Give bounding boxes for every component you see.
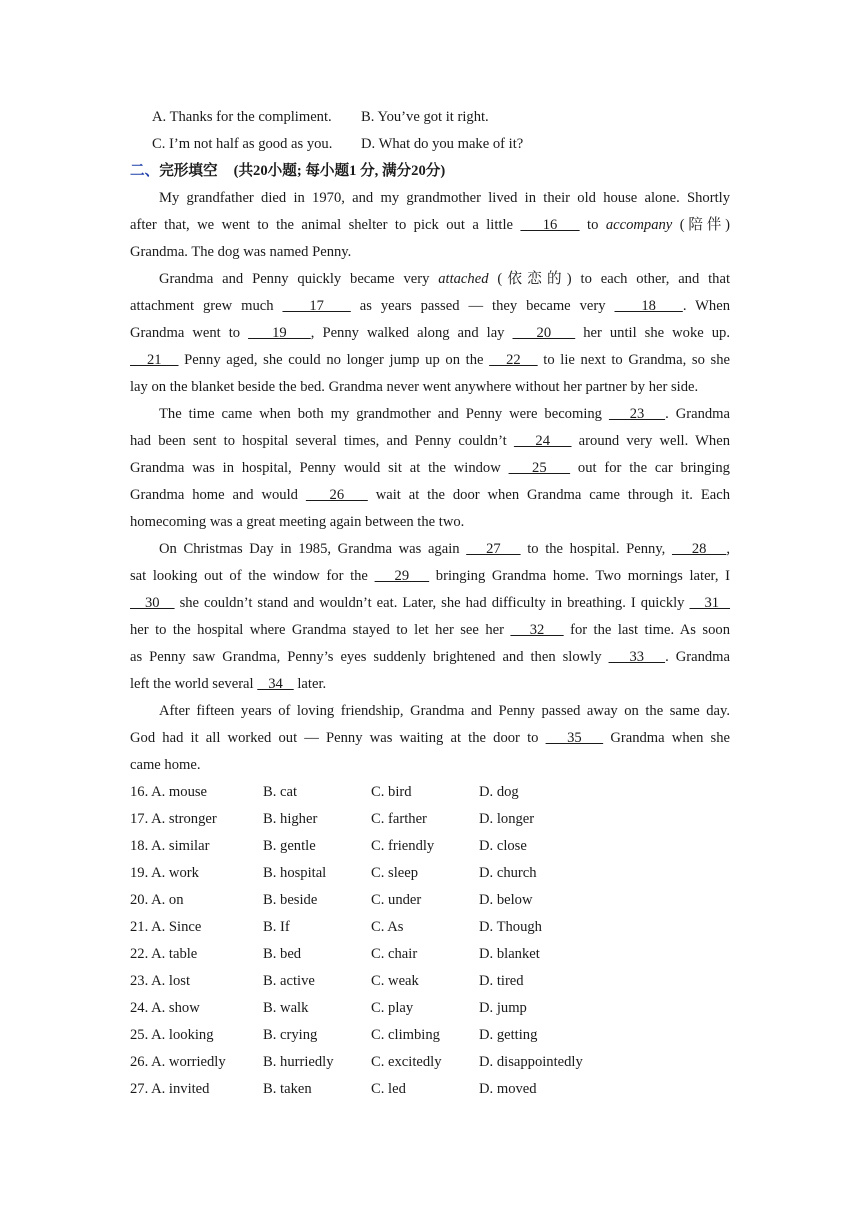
blank-33: 33 xyxy=(608,649,666,665)
previous-options-row xyxy=(130,131,730,158)
passage-line xyxy=(130,536,730,563)
answer-row xyxy=(130,1022,730,1049)
answer-choice-b: B. hurriedly xyxy=(263,1054,334,1070)
blank-28: 28 xyxy=(671,541,727,557)
answer-row xyxy=(130,995,730,1022)
passage-text: had been sent to hospital several times, and Penny couldn’t xyxy=(130,433,514,449)
passage-text: . Grandma xyxy=(665,649,730,665)
passage-text: On Christmas Day in 1985, Grandma was again xyxy=(159,541,467,557)
answer-choice-d: D. dog xyxy=(479,784,519,800)
answer-choice-a: 17. A. stronger xyxy=(130,811,217,827)
answer-choice-a: 16. A. mouse xyxy=(130,784,208,800)
section-number: 二、 xyxy=(130,163,160,179)
passage-paragraph xyxy=(130,266,730,401)
section-title: 完形填空 xyxy=(159,163,218,179)
blank-21: 21 xyxy=(130,352,179,368)
answer-choice-b: B. If xyxy=(263,919,290,935)
exam-page xyxy=(130,104,730,1103)
passage-text: Grandma and Penny quickly became very xyxy=(159,271,439,287)
blank-24: 24 xyxy=(513,433,572,449)
passage-text: (依恋的) to each other, and that xyxy=(488,271,730,287)
passage-text: The time came when both my grandmother and Penny were becoming xyxy=(159,406,609,422)
passage-text: Penny aged, she could no longer jump up on the xyxy=(178,352,490,368)
blank-20: 20 xyxy=(512,325,576,341)
passage-text: her to the hospital where Grandma stayed to let her see her xyxy=(130,622,511,638)
answer-choice-d: D. below xyxy=(479,892,533,908)
answer-choice-a: 25. A. looking xyxy=(130,1027,214,1043)
passage-line xyxy=(130,671,730,698)
section-heading xyxy=(130,158,730,185)
answer-choice-a: 22. A. table xyxy=(130,946,198,962)
passage-line xyxy=(130,455,730,482)
answer-choice-b: B. cat xyxy=(263,784,298,800)
answer-row xyxy=(130,887,730,914)
answer-choice-b: B. active xyxy=(263,973,315,989)
blank-35: 35 xyxy=(545,730,604,746)
answer-choice-c: C. bird xyxy=(371,784,412,800)
blank-31: 31 xyxy=(689,595,731,611)
passage-text: After fifteen years of loving friendship, Grandma and Penny passed away on the same day. xyxy=(159,703,730,719)
answer-choice-d: D. disappointedly xyxy=(479,1054,583,1070)
passage-text: left the world several xyxy=(130,676,258,692)
passage-text: , xyxy=(726,541,731,557)
passage-text: Grandma when she xyxy=(603,730,731,746)
blank-30: 30 xyxy=(130,595,175,611)
passage-text: Grandma. The dog was named Penny. xyxy=(130,244,352,260)
blank-16: 16 xyxy=(520,217,580,233)
answer-row xyxy=(130,968,730,995)
blank-23: 23 xyxy=(608,406,666,422)
passage-text: bringing Grandma home. Two mornings later, I xyxy=(429,568,731,584)
passage-text: (陪伴) xyxy=(672,217,730,233)
option-b: B. You’ve got it right. xyxy=(361,109,489,125)
blank-34: 34 xyxy=(257,676,294,692)
passage-line xyxy=(130,698,730,725)
answer-choice-d: D. Though xyxy=(479,919,542,935)
passage-line xyxy=(130,617,730,644)
glossed-word: attached xyxy=(438,271,489,287)
passage-text: My grandfather died in 1970, and my grandmother lived in their old house alone. Shortly xyxy=(159,190,730,206)
passage-paragraph xyxy=(130,698,730,779)
previous-options-row xyxy=(130,104,730,131)
option-d: D. What do you make of it? xyxy=(361,136,524,152)
passage-text: to lie next to Grandma, so she xyxy=(537,352,731,368)
passage-text: later. xyxy=(293,676,327,692)
blank-29: 29 xyxy=(374,568,430,584)
answer-options xyxy=(130,779,730,1103)
answer-choice-c: C. friendly xyxy=(371,838,435,854)
answer-row xyxy=(130,806,730,833)
blank-27: 27 xyxy=(466,541,521,557)
passage-line xyxy=(130,725,730,752)
passage-text: out for the car bringing xyxy=(570,460,730,476)
passage-text: as years passed — they became very xyxy=(350,298,615,314)
answer-choice-b: B. hospital xyxy=(263,865,327,881)
option-a: A. Thanks for the compliment. xyxy=(152,109,332,125)
passage-text: God had it all worked out — Penny was waiting at the door to xyxy=(130,730,546,746)
blank-18: 18 xyxy=(614,298,683,314)
answer-choice-d: D. jump xyxy=(479,1000,527,1016)
passage-text: . When xyxy=(682,298,730,314)
answer-choice-d: D. close xyxy=(479,838,527,854)
passage-line xyxy=(130,374,730,401)
answer-choice-c: C. As xyxy=(371,919,404,935)
passage-paragraph xyxy=(130,401,730,536)
passage-line xyxy=(130,212,730,239)
passage-text: lay on the blanket beside the bed. Grandma never went anywhere without her partner by her side. xyxy=(130,379,699,395)
passage-text: her until she woke up. xyxy=(575,325,730,341)
answer-choice-c: C. play xyxy=(371,1000,414,1016)
answer-choice-b: B. walk xyxy=(263,1000,309,1016)
answer-row xyxy=(130,941,730,968)
answer-choice-b: B. taken xyxy=(263,1081,312,1097)
passage-line xyxy=(130,185,730,212)
answer-choice-d: D. moved xyxy=(479,1081,537,1097)
blank-26: 26 xyxy=(305,487,368,503)
passage-text: . Grandma xyxy=(665,406,730,422)
passage-text: around very well. When xyxy=(571,433,731,449)
answer-choice-c: C. weak xyxy=(371,973,419,989)
answer-choice-c: C. sleep xyxy=(371,865,419,881)
passage-text: sat looking out of the window for the xyxy=(130,568,375,584)
passage-text: to xyxy=(579,217,606,233)
passage-line xyxy=(130,347,730,374)
answer-choice-c: C. farther xyxy=(371,811,427,827)
passage-line xyxy=(130,428,730,455)
passage-line xyxy=(130,239,730,266)
passage-line xyxy=(130,752,730,779)
option-c: C. I’m not half as good as you. xyxy=(152,136,333,152)
blank-32: 32 xyxy=(510,622,564,638)
answer-choice-c: C. under xyxy=(371,892,422,908)
answer-choice-d: D. longer xyxy=(479,811,535,827)
answer-choice-c: C. chair xyxy=(371,946,418,962)
passage-text: Grandma was in hospital, Penny would sit at the window xyxy=(130,460,509,476)
answer-row xyxy=(130,860,730,887)
blank-19: 19 xyxy=(248,325,311,341)
blank-17: 17 xyxy=(282,298,351,314)
passage-line xyxy=(130,644,730,671)
passage-text: homecoming was a great meeting again between the two. xyxy=(130,514,465,530)
answer-row xyxy=(130,914,730,941)
answer-choice-b: B. beside xyxy=(263,892,318,908)
passage-line xyxy=(130,482,730,509)
answer-choice-b: B. gentle xyxy=(263,838,316,854)
answer-choice-a: 20. A. on xyxy=(130,892,184,908)
passage-text: , Penny walked along and lay xyxy=(310,325,513,341)
answer-choice-c: C. excitedly xyxy=(371,1054,442,1070)
passage-text: to the hospital. Penny, xyxy=(520,541,672,557)
answer-row xyxy=(130,1049,730,1076)
answer-choice-d: D. getting xyxy=(479,1027,538,1043)
cloze-passage xyxy=(130,185,730,779)
passage-text: she couldn’t stand and wouldn’t eat. Later, she had difficulty in breathing. I quickly xyxy=(174,595,690,611)
passage-text: Grandma went to xyxy=(130,325,249,341)
passage-line xyxy=(130,563,730,590)
glossed-word: accompany xyxy=(605,217,673,233)
answer-choice-d: D. church xyxy=(479,865,537,881)
passage-text: wait at the door when Grandma came through it. Each xyxy=(367,487,730,503)
passage-text: as Penny saw Grandma, Penny’s eyes suddenly brightened and then slowly xyxy=(130,649,609,665)
answer-choice-b: B. crying xyxy=(263,1027,318,1043)
answer-row xyxy=(130,833,730,860)
passage-text: Grandma home and would xyxy=(130,487,306,503)
answer-choice-a: 24. A. show xyxy=(130,1000,200,1016)
passage-line xyxy=(130,590,730,617)
passage-text: after that, we went to the animal shelter to pick out a little xyxy=(130,217,521,233)
section-rule: (共20小题; 每小题1 分, 满分20分) xyxy=(233,163,446,179)
answer-choice-a: 18. A. similar xyxy=(130,838,210,854)
passage-paragraph xyxy=(130,185,730,266)
passage-paragraph xyxy=(130,536,730,698)
passage-line xyxy=(130,401,730,428)
passage-text: attachment grew much xyxy=(130,298,283,314)
answer-choice-a: 27. A. invited xyxy=(130,1081,210,1097)
answer-choice-a: 23. A. lost xyxy=(130,973,191,989)
answer-choice-d: D. tired xyxy=(479,973,524,989)
passage-line xyxy=(130,266,730,293)
answer-choice-c: C. climbing xyxy=(371,1027,440,1043)
passage-text: for the last time. As soon xyxy=(563,622,730,638)
passage-line xyxy=(130,320,730,347)
answer-choice-c: C. led xyxy=(371,1081,406,1097)
answer-choice-a: 21. A. Since xyxy=(130,919,202,935)
passage-text: came home. xyxy=(130,757,201,773)
passage-line xyxy=(130,509,730,536)
passage-line xyxy=(130,293,730,320)
answer-choice-b: B. higher xyxy=(263,811,318,827)
blank-25: 25 xyxy=(508,460,571,476)
answer-choice-d: D. blanket xyxy=(479,946,540,962)
answer-row xyxy=(130,1076,730,1103)
blank-22: 22 xyxy=(489,352,538,368)
answer-choice-a: 26. A. worriedly xyxy=(130,1054,226,1070)
answer-choice-a: 19. A. work xyxy=(130,865,199,881)
answer-row xyxy=(130,779,730,806)
answer-choice-b: B. bed xyxy=(263,946,302,962)
